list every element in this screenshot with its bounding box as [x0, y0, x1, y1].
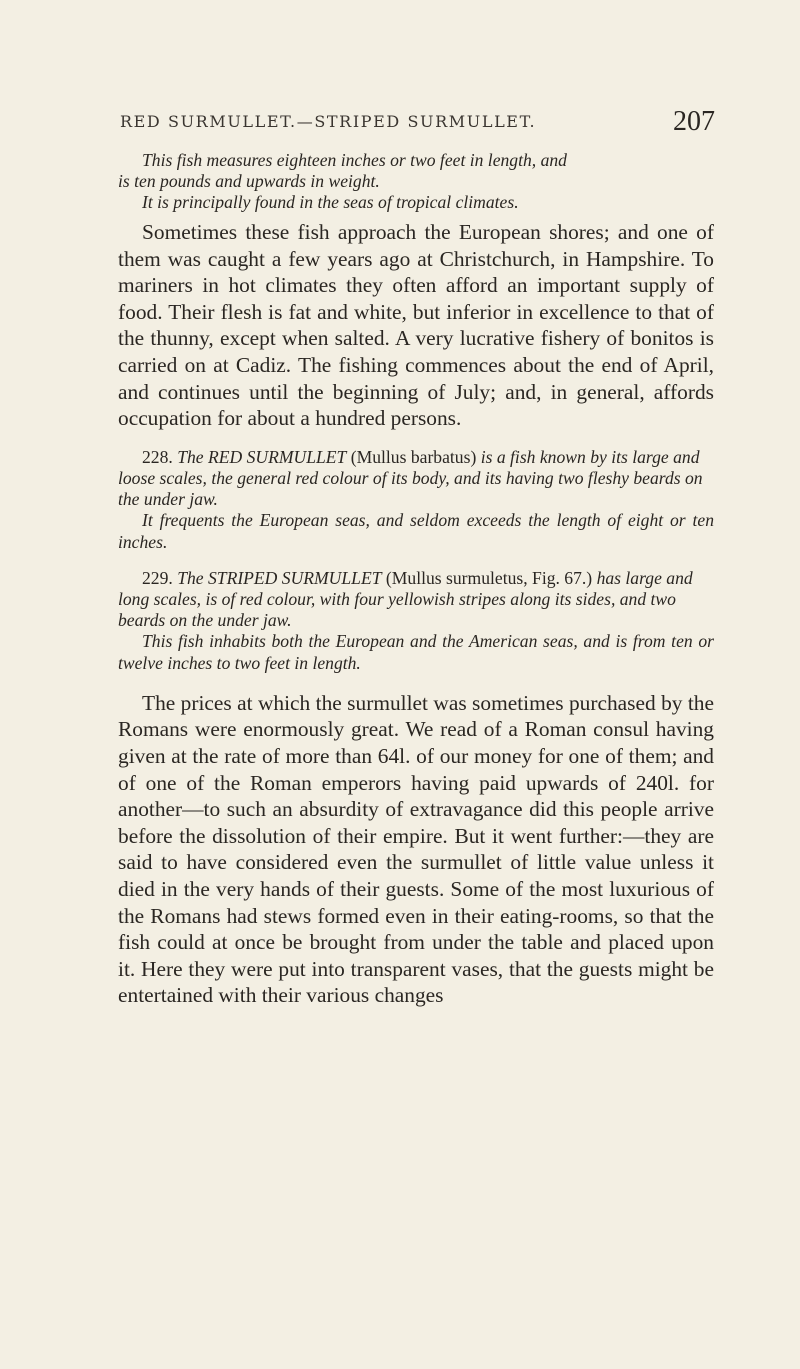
paragraph-sometimes: Sometimes these fish approach the European shores; and one of them was caught a few years ago at Christchurch, in Hampshire. To mariners in hot climates they often afford an important supply of food. Their flesh is fat and white, but inferior in excellence to that of the thunny, except when salted. A very lucrative fishery of bonitos is carried on at Cadiz. The fishing commences about the end of April, and continues until the beginning of July; and, in general, affords occupation for about a hundred persons. [118, 220, 714, 431]
intro-paragraph [118, 150, 714, 213]
intro-line: It is principally found in the seas of tropical climates. [142, 192, 519, 212]
entry-229-note: This fish inhabits both the European and the American seas, and is from ten or twelve inches to two feet in length. [118, 631, 714, 673]
entry-number: 229. [142, 567, 173, 588]
entry-228-note: It frequents the European seas, and seldom exceeds the length of eight or ten inches. [118, 510, 714, 552]
page-header [120, 106, 715, 140]
body-text [118, 150, 714, 1009]
entry-229 [118, 568, 714, 632]
entry-latin-name: (Mullus surmuletus, Fig. 67.) [385, 567, 593, 588]
intro-line: is ten pounds and upwards in weight. [118, 171, 380, 191]
page-number: 207 [673, 106, 715, 137]
intro-line: This fish measures eighteen inches or two feet in length, and [142, 150, 567, 170]
entry-heading: The RED SURMULLET [177, 446, 347, 467]
entry-description: has large and long scales, is of red colour, with four yellowish stripes along its sides, and two beards on the under jaw. [118, 567, 693, 631]
running-head: RED SURMULLET.—STRIPED SURMULLET. [120, 112, 537, 131]
entry-latin-name: (Mullus barbatus) [350, 446, 477, 467]
entry-228 [118, 447, 714, 511]
entry-description: is a fish known by its large and loose scales, the general red colour of its body, and its having two fleshy beards on the under jaw. [118, 446, 703, 510]
entry-number: 228. [142, 446, 173, 467]
paragraph-prices: The prices at which the surmullet was sometimes purchased by the Romans were enormously great. We read of a Roman consul having given at the rate of more than 64l. of our money for one of them; and of one of the Roman emperors having paid upwards of 240l. for another—to such an absurdity of extravagance did this people arrive before the dissolution of their empire. But it went further:—they are said to have considered even the surmullet of little value unless it died in the very hands of their guests. Some of the most luxurious of the Romans had stews formed even in their eating-rooms, so that the fish could at once be brought from under the table and placed upon it. Here they were put into transparent vases, that the guests might be entertained with their various changes [118, 690, 714, 1008]
entry-heading: The STRIPED SURMULLET [177, 567, 382, 588]
